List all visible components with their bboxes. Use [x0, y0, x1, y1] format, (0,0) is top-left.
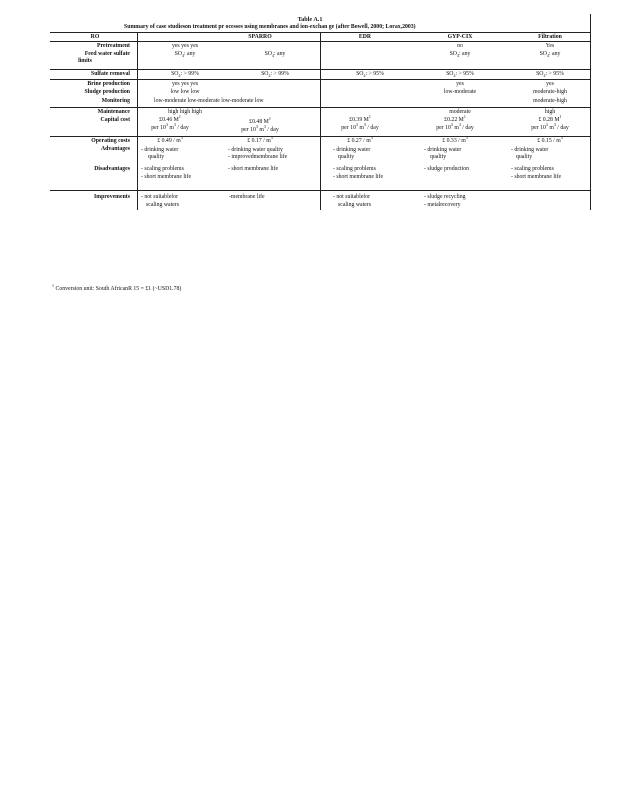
cell-capital-gypcix: [420, 114, 490, 124]
cell-sulfate-gypcix-so: SO: [446, 71, 454, 77]
cell-capital-filtration: [515, 114, 585, 124]
cell-feed-gypcix-sub: 4: [456, 53, 459, 59]
cell-feed-filtration: [515, 51, 585, 58]
cell-capital-edr-per-exp: 3: [355, 122, 358, 128]
cell-feed-ro-so: SO: [174, 51, 182, 57]
cell-advantages-ro-2: quality: [148, 154, 165, 160]
cell-advantages-filtration-1: - drinking water: [511, 147, 549, 153]
cell-feed-filtration-so: SO: [539, 51, 547, 57]
cell-capital-sparro-note: 1: [268, 116, 271, 122]
cell-feed-ro: [150, 51, 220, 58]
footnote-text: Conversion unit: South AfricanR 15 = £1 (~USD1.78): [55, 286, 182, 292]
row-label-operating: Operating costs: [91, 138, 130, 144]
cell-disadvantages-ro-2: - short membrane life: [141, 174, 192, 180]
cell-improvements-edr-1: - not suitablefor: [333, 194, 371, 200]
cell-maintenance-ro: high high high: [168, 109, 202, 115]
cell-feed-gypcix-so: SO: [449, 51, 457, 57]
cell-capital-ro-value: £0.46 M: [159, 117, 179, 123]
cell-sulfate-filtration-sub: 4: [543, 73, 546, 79]
cell-operating-filtration-value: £ 0.15 / m: [537, 138, 561, 144]
row-label-improvements: Improvements: [94, 194, 130, 200]
cell-capital-gypcix-per-b: m: [452, 125, 459, 131]
cell-advantages-edr-2: quality: [338, 154, 355, 160]
cell-capital-filtration-per-a: per 10: [531, 125, 546, 131]
cell-sulfate-ro-tail: : > 99%: [180, 71, 199, 77]
cell-operating-sparro: [225, 135, 295, 145]
cell-feed-ro-sub: 4: [181, 53, 184, 59]
row-label-brine: Brine production: [87, 81, 130, 87]
cell-sulfate-filtration: [515, 71, 585, 78]
cell-capital-filtration-per-b: m: [547, 125, 554, 131]
cell-feed-gypcix-tail: : any: [458, 51, 471, 57]
cell-capital-ro-per: [135, 122, 205, 132]
cell-operating-filtration: [515, 135, 585, 145]
cell-capital-filtration-note: 1: [559, 114, 562, 120]
cell-capital-filtration-per-c: / day: [555, 125, 569, 131]
cell-capital-gypcix-per-c: / day: [460, 125, 474, 131]
cell-operating-gypcix: [420, 135, 490, 145]
row-label-sulfate: Sulfate removal: [90, 71, 130, 77]
cell-capital-sparro-value: £0.48 M: [249, 119, 269, 125]
cell-improvements-ro-2: scaling waters: [146, 202, 179, 208]
cell-sulfate-filtration-so: SO: [536, 71, 544, 77]
cell-capital-edr-per-a: per 10: [341, 125, 356, 131]
cell-operating-ro-value: £ 0.49 / m: [157, 138, 181, 144]
cell-monitoring-filtration: moderate-high: [533, 98, 567, 104]
cell-sulfate-gypcix-sub: 4: [453, 73, 456, 79]
cell-improvements-gypcix-2: - metalrecovery: [424, 202, 461, 208]
cell-operating-ro: [135, 135, 205, 145]
cell-operating-gypcix-value: £ 0.33 / m: [442, 138, 466, 144]
cell-feed-sparro-sub: 4: [271, 53, 274, 59]
cell-feed-ro-tail: : any: [183, 51, 196, 57]
cell-capital-ro-per-b: m: [167, 125, 174, 131]
cell-advantages-sparro-1: - drinking water quality: [228, 147, 283, 153]
cell-sulfate-gypcix: [425, 71, 495, 78]
cell-improvements-sparro-1: -membrane life: [229, 194, 265, 200]
col-header-filtration: Filtration: [538, 34, 562, 40]
cell-maintenance-filtration: high: [544, 109, 556, 115]
cell-capital-ro-per-c: / day: [175, 125, 189, 131]
cell-capital-filtration-per-exp2: 3: [553, 122, 556, 128]
cell-disadvantages-edr-1: - scaling problems: [333, 166, 376, 172]
cell-capital-edr-per-b: m: [357, 125, 364, 131]
cell-brine-gypcix: yes: [456, 81, 464, 87]
cell-improvements-edr-2: scaling waters: [338, 202, 371, 208]
cell-capital-edr-per: [325, 122, 395, 132]
cell-advantages-filtration-2: quality: [516, 154, 533, 160]
cell-sludge-filtration: moderate-high: [533, 89, 567, 95]
cell-sulfate-sparro-sub: 4: [268, 73, 271, 79]
cell-capital-ro: [135, 114, 205, 124]
cell-advantages-edr-1: - drinking water: [333, 147, 371, 153]
cell-capital-gypcix-per-exp2: 3: [458, 122, 461, 128]
cell-sludge-gypcix: low-moderate: [443, 89, 477, 95]
cell-sulfate-ro: [150, 71, 220, 78]
cell-feed-sparro-tail: : any: [273, 51, 286, 57]
cell-pretreatment-ro: yes yes yes: [171, 43, 199, 49]
cell-capital-ro-per-a: per 10: [151, 125, 166, 131]
cell-capital-sparro-per: [225, 124, 295, 134]
cell-capital-gypcix-value: £0.22 M: [444, 117, 464, 123]
row-label-feed: Feed water sulfate: [84, 51, 130, 57]
cell-disadvantages-edr-2: - short membrane life: [333, 174, 384, 180]
cell-operating-sparro-value: £ 0.17 / m: [247, 138, 271, 144]
cell-disadvantages-filtration-2: - short membrane life: [511, 174, 562, 180]
cell-capital-gypcix-note: 1: [463, 114, 466, 120]
row-label-advantages: Advantages: [101, 146, 130, 152]
cell-disadvantages-gypcix-1: - sludge production: [424, 166, 470, 172]
row-label-pretreatment: Pretreatment: [97, 43, 130, 49]
cell-disadvantages-filtration-1: - scaling problems: [511, 166, 554, 172]
cell-sulfate-gypcix-tail: : > 95%: [455, 71, 474, 77]
cell-capital-sparro-per-b: m: [257, 127, 264, 133]
cell-disadvantages-sparro-1: - short membrane life: [228, 166, 279, 172]
cell-capital-sparro-per-c: / day: [265, 127, 279, 133]
cell-feed-sparro-so: SO: [264, 51, 272, 57]
cell-sulfate-sparro-tail: : > 99%: [270, 71, 289, 77]
cell-operating-sparro-exp: 3: [270, 135, 273, 141]
cell-feed-filtration-sub: 4: [546, 53, 549, 59]
cell-capital-edr-per-exp2: 3: [363, 122, 366, 128]
cell-capital-sparro-per-exp: 3: [255, 124, 258, 130]
col-header-sparro: SPARRO: [248, 34, 272, 40]
table-title: Table A.1: [297, 16, 323, 23]
row-label-disadvantages: Disadvantages: [94, 166, 130, 172]
row-label-capital: Capital cost: [100, 117, 130, 123]
cell-capital-edr-per-c: / day: [365, 125, 379, 131]
cell-sulfate-sparro-so: SO: [261, 71, 269, 77]
cell-capital-sparro-per-exp2: 3: [263, 124, 266, 130]
row-label-maintenance: Maintenance: [97, 109, 130, 115]
row-label-feed-limits: limits: [78, 58, 92, 64]
table-right-border: [590, 14, 591, 210]
cell-advantages-gypcix-2: quality: [430, 154, 447, 160]
col-header-gypcix: GYP-CIX: [447, 34, 473, 40]
cell-sulfate-edr-sub: 4: [363, 73, 366, 79]
cell-sulfate-edr-so: SO: [356, 71, 364, 77]
cell-operating-edr: [325, 135, 395, 145]
cell-monitoring-ro: low-moderate low-moderate low-moderate low: [154, 98, 264, 104]
cell-pretreatment-gypcix: no: [457, 43, 463, 49]
footnote-mark: 1: [52, 283, 54, 289]
cell-advantages-sparro-2: - improvedmembrane life: [228, 154, 288, 160]
cell-capital-ro-note: 1: [178, 114, 181, 120]
col-header-edr: EDR: [358, 34, 372, 40]
cell-sulfate-ro-sub: 4: [178, 73, 181, 79]
cell-feed-sparro: [240, 51, 310, 58]
cell-operating-gypcix-exp: 3: [465, 135, 468, 141]
cell-sludge-ro: low low low: [170, 89, 200, 95]
cell-capital-gypcix-per-a: per 10: [436, 125, 451, 131]
table-caption: Summary of case studieson treatment pr ocesses using membranes and ion-exchan ge (after Bowell, 2000; Lorax,2003): [124, 24, 416, 30]
cell-capital-edr-note: 1: [368, 114, 371, 120]
column-divider-edr: [320, 32, 321, 210]
cell-sulfate-edr-tail: : > 95%: [365, 71, 384, 77]
cell-capital-sparro: [225, 116, 295, 126]
cell-feed-gypcix: [425, 51, 495, 58]
row-label-sludge: Sludge production: [84, 89, 130, 95]
cell-capital-edr-value: £0.39 M: [349, 117, 369, 123]
cell-operating-edr-exp: 3: [370, 135, 373, 141]
cell-operating-edr-value: £ 0.27 / m: [347, 138, 371, 144]
cell-operating-filtration-exp: 3: [560, 135, 563, 141]
cell-capital-filtration-per: [515, 122, 585, 132]
cell-maintenance-gypcix: moderate: [449, 109, 471, 115]
cell-pretreatment-filtration: Yes: [545, 43, 555, 49]
cell-capital-filtration-value: £ 0.28 M: [538, 117, 560, 123]
cell-capital-filtration-per-exp: 3: [545, 122, 548, 128]
cell-capital-gypcix-per: [420, 122, 490, 132]
cell-advantages-gypcix-1: - drinking water: [424, 147, 462, 153]
cell-sulfate-sparro: [240, 71, 310, 78]
cell-capital-edr: [325, 114, 395, 124]
col-header-ro: RO: [90, 34, 100, 40]
cell-capital-sparro-per-a: per 10: [241, 127, 256, 133]
cell-brine-ro: yes yes yes: [171, 81, 199, 87]
cell-improvements-ro-1: - not suitablefor: [141, 194, 179, 200]
cell-capital-gypcix-per-exp: 3: [450, 122, 453, 128]
row-label-monitoring: Monitoring: [101, 98, 130, 104]
cell-capital-ro-per-exp: 3: [165, 122, 168, 128]
cell-feed-filtration-tail: : any: [548, 51, 561, 57]
cell-advantages-ro-1: - drinking water: [141, 147, 179, 153]
cell-sulfate-filtration-tail: : > 95%: [545, 71, 564, 77]
cell-improvements-gypcix-1: - sludge recycling: [424, 194, 466, 200]
cell-sulfate-ro-so: SO: [171, 71, 179, 77]
footnote: [52, 283, 182, 293]
cell-operating-ro-exp: 3: [180, 135, 183, 141]
cell-disadvantages-ro-1: - scaling problems: [141, 166, 184, 172]
cell-sulfate-edr: [335, 71, 405, 78]
cell-capital-ro-per-exp2: 3: [173, 122, 176, 128]
cell-brine-filtration: yes: [546, 81, 554, 87]
